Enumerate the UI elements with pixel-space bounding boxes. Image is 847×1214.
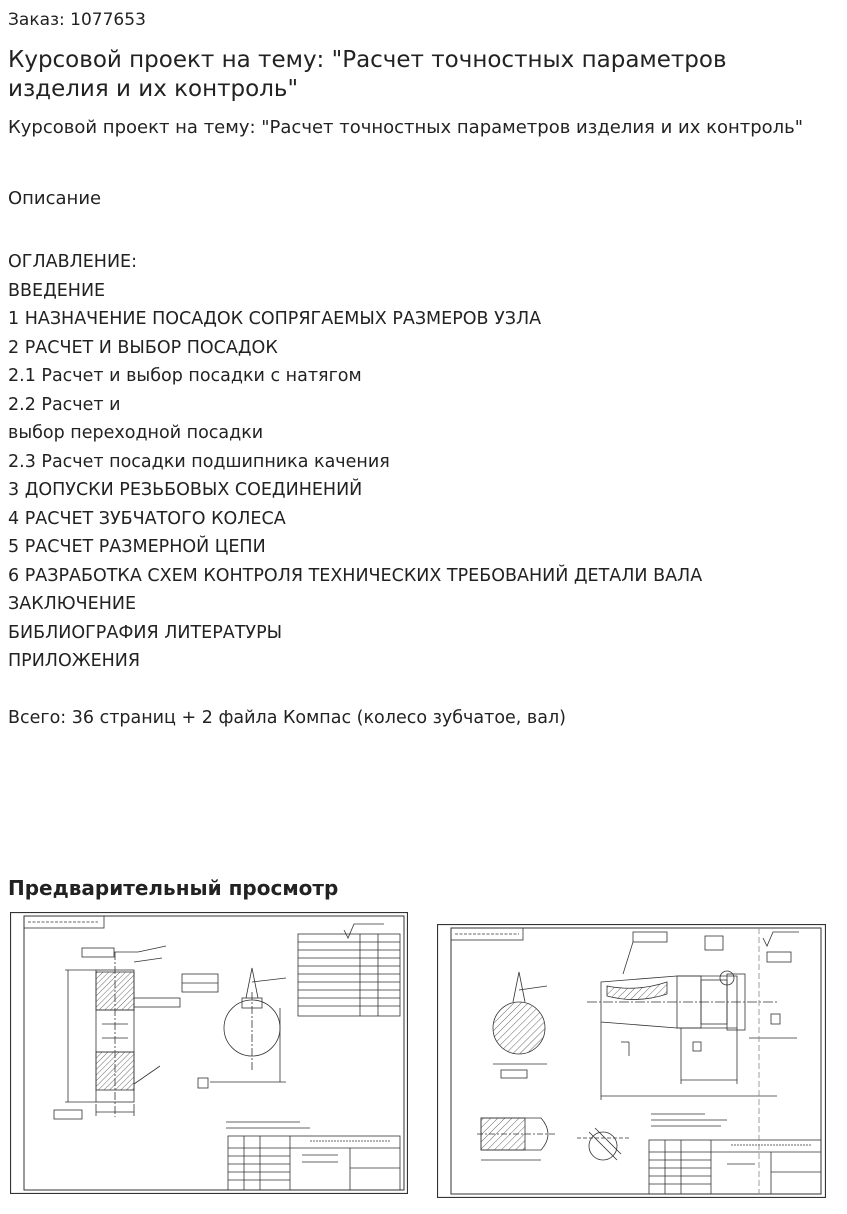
preview-image-shaft[interactable] — [437, 924, 826, 1198]
total-pages: Всего: 36 страниц + 2 файла Компас (колесо зубчатое, вал) — [8, 708, 566, 728]
gear-wheel-drawing-icon — [10, 912, 408, 1194]
toc-item: 2.1 Расчет и выбор посадки с натягом — [8, 366, 362, 386]
toc-item: ПРИЛОЖЕНИЯ — [8, 651, 141, 671]
toc-item: ОГЛАВЛЕНИЕ: — [8, 252, 138, 272]
toc-item: 2 РАСЧЕТ И ВЫБОР ПОСАДОК — [8, 337, 278, 358]
preview-heading: Предварительный просмотр — [8, 876, 339, 900]
toc-item: 3 ДОПУСКИ РЕЗЬБОВЫХ СОЕДИНЕНИЙ — [8, 480, 363, 500]
toc-item: 4 РАСЧЕТ ЗУБЧАТОГО КОЛЕСА — [8, 508, 286, 529]
toc-item: 2.2 Расчет и — [8, 394, 121, 415]
table-of-contents — [8, 248, 702, 676]
toc-item: ВВЕДЕНИЕ — [8, 280, 106, 301]
order-number: Заказ: 1077653 — [8, 10, 146, 30]
page-subtitle: Курсовой проект на тему: "Расчет точностных параметров изделия и их контроль" — [8, 117, 804, 138]
shaft-drawing-icon — [437, 924, 826, 1198]
toc-item: 2.3 Расчет посадки подшипника качения — [8, 451, 390, 472]
preview-image-gear-wheel[interactable] — [10, 912, 408, 1194]
description-heading: Описание — [8, 188, 102, 209]
toc-item: 6 РАЗРАБОТКА СХЕМ КОНТРОЛЯ ТЕХНИЧЕСКИХ ТРЕБОВАНИЙ ДЕТАЛИ ВАЛА — [8, 565, 703, 586]
toc-item: БИБЛИОГРАФИЯ ЛИТЕРАТУРЫ — [8, 622, 283, 643]
page-title: Курсовой проект на тему: "Расчет точностных параметров изделия и их контроль" — [8, 47, 727, 102]
toc-item: 1 НАЗНАЧЕНИЕ ПОСАДОК СОПРЯГАЕМЫХ РАЗМЕРОВ УЗЛА — [8, 309, 542, 329]
toc-item: ЗАКЛЮЧЕНИЕ — [8, 594, 137, 614]
toc-item: выбор переходной посадки — [8, 423, 264, 443]
toc-item: 5 РАСЧЕТ РАЗМЕРНОЙ ЦЕПИ — [8, 537, 266, 557]
